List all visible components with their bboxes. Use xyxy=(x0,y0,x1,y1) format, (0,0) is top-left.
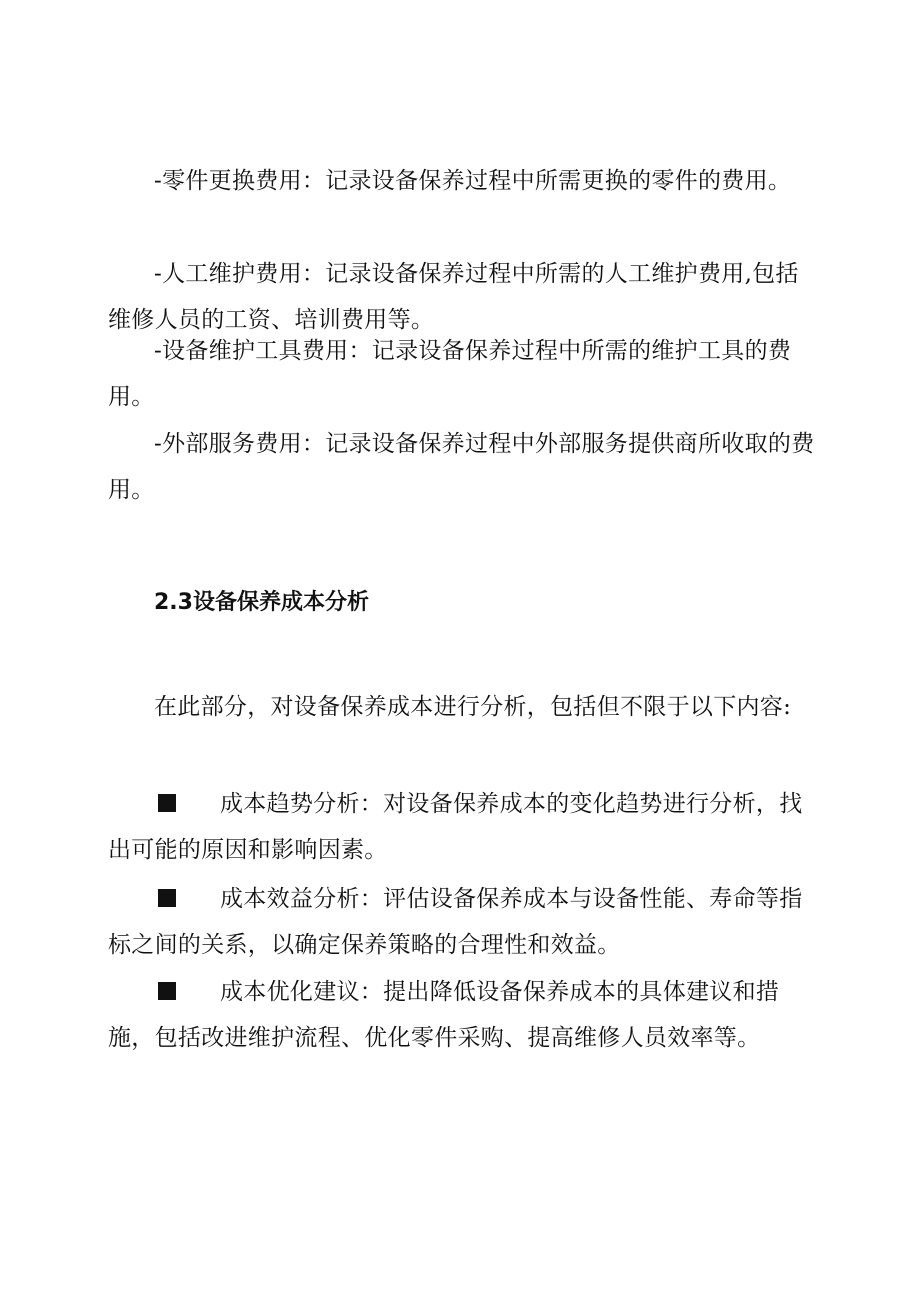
bullet-item-trend xyxy=(108,781,820,873)
square-bullet-icon xyxy=(158,889,176,907)
section-heading: 2.3设备保养成本分析 xyxy=(154,590,369,615)
bullet-item-benefit xyxy=(108,876,820,968)
bullet-item-optimization xyxy=(108,969,820,1061)
section-intro: 在此部分，对设备保养成本进行分析，包括但不限于以下内容: xyxy=(154,694,792,720)
square-bullet-icon xyxy=(158,794,176,812)
square-bullet-icon xyxy=(158,982,176,1000)
bullet-text: 成本效益分析：评估设备保养成本与设备性能、寿命等指标之间的关系，以确定保养策略的合理性和效益。 xyxy=(108,886,803,958)
cost-item-labor: -人工维护费用：记录设备保养过程中所需的人工维护费用,包括维修人员的工资、培训费用等。 xyxy=(108,261,799,333)
cost-item-tools: -设备维护工具费用：记录设备保养过程中所需的维护工具的费用。 xyxy=(108,338,792,410)
bullet-text: 成本优化建议：提出降低设备保养成本的具体建议和措施，包括改进维护流程、优化零件采购、提高维修人员效率等。 xyxy=(108,979,780,1051)
bullet-text: 成本趋势分析：对设备保养成本的变化趋势进行分析，找出可能的原因和影响因素。 xyxy=(108,791,803,863)
cost-item-parts: -零件更换费用：记录设备保养过程中所需更换的零件的费用。 xyxy=(154,168,792,194)
cost-item-external-service: -外部服务费用：记录设备保养过程中外部服务提供商所收取的费用。 xyxy=(108,431,815,503)
